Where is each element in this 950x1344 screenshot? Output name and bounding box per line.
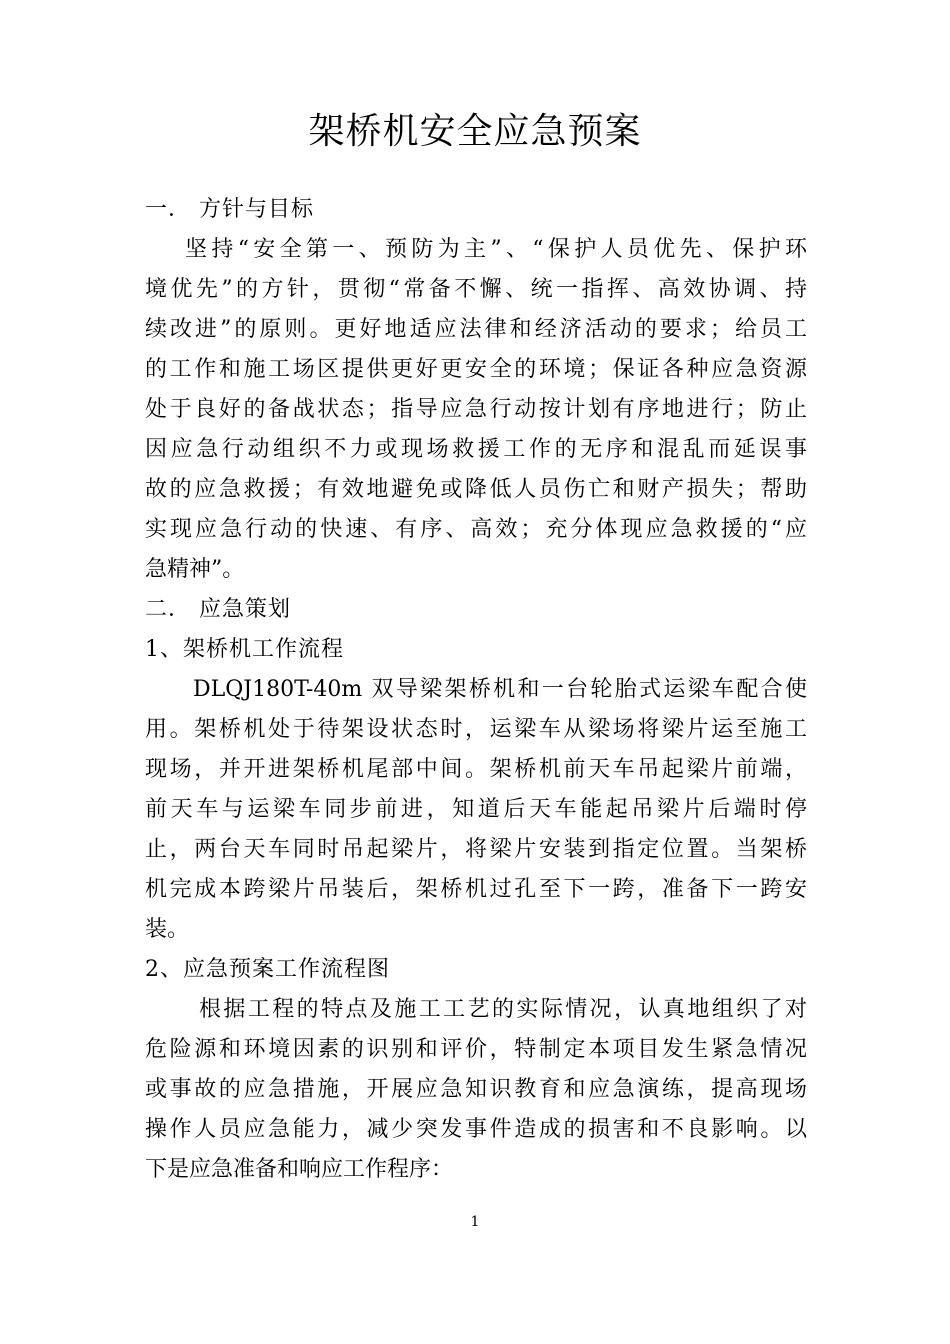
- paragraph-line: 现场，并开进架桥机尾部中间。架桥机前天车吊起梁片前端，: [145, 757, 807, 782]
- paragraph-line: 坚持“安全第一、预防为主”、“保护人员优先、保护环: [185, 237, 807, 262]
- paragraph-line: 的工作和施工场区提供更好更安全的环境；保证各种应急资源: [145, 357, 807, 382]
- paragraph-line: 根据工程的特点及施工工艺的实际情况，认真地组织了对: [199, 997, 807, 1022]
- paragraph-line: 续改进”的原则。更好地适应法律和经济活动的要求；给员工: [145, 317, 807, 342]
- paragraph-line: 下是应急准备和响应工作程序：: [145, 1157, 454, 1182]
- paragraph-line: 急精神”。: [145, 557, 245, 582]
- paragraph-line: 用。架桥机处于待架设状态时，运梁车从梁场将梁片运至施工: [145, 717, 807, 742]
- paragraph-line: 机完成本跨梁片吊装后，架桥机过孔至下一跨，准备下一跨安: [145, 877, 807, 902]
- section-heading-2: 二． 应急策划: [145, 597, 291, 622]
- section-heading-1: 一． 方针与目标: [145, 197, 314, 222]
- subsection-heading-2: 2、应急预案工作流程图: [145, 957, 390, 982]
- paragraph-line: 止，两台天车同时吊起梁片，将梁片安装到指定位置。当架桥: [145, 837, 807, 862]
- page-number: 1: [470, 1214, 480, 1230]
- paragraph-line: 故的应急救援；有效地避免或降低人员伤亡和财产损失；帮助: [145, 477, 807, 502]
- document-body: [145, 190, 807, 1190]
- paragraph-line: 实现应急行动的快速、有序、高效；充分体现应急救援的“应: [145, 517, 807, 542]
- paragraph-line: 或事故的应急措施，开展应急知识教育和应急演练，提高现场: [145, 1077, 807, 1102]
- paragraph-line: 装。: [145, 917, 190, 942]
- paragraph-line: 境优先”的方针，贯彻“常备不懈、统一指挥、高效协调、持: [145, 277, 807, 302]
- paragraph-line: DLQJ180T-40m 双导梁架桥机和一台轮胎式运梁车配合使: [193, 677, 807, 702]
- paragraph-line: 处于良好的备战状态；指导应急行动按计划有序地进行；防止: [145, 397, 807, 422]
- subsection-heading-1: 1、架桥机工作流程: [145, 637, 344, 662]
- document-title: 架桥机安全应急预案: [308, 111, 642, 152]
- paragraph-line: 操作人员应急能力，减少突发事件造成的损害和不良影响。以: [145, 1117, 807, 1142]
- paragraph-line: 前天车与运梁车同步前进，知道后天车能起吊梁片后端时停: [145, 797, 807, 822]
- paragraph-line: 危险源和环境因素的识别和评价，特制定本项目发生紧急情况: [145, 1037, 807, 1062]
- paragraph-line: 因应急行动组织不力或现场救援工作的无序和混乱而延误事: [145, 437, 807, 462]
